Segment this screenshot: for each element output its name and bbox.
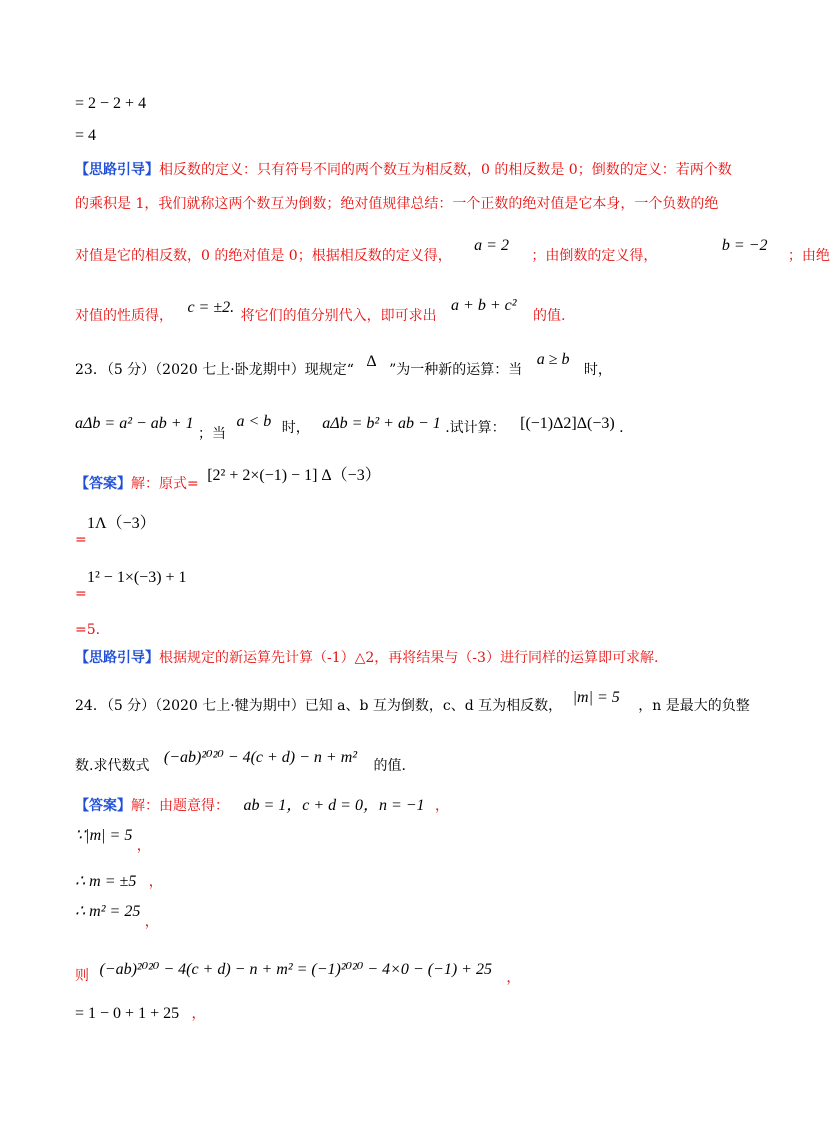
comma: ，	[506, 970, 521, 986]
question-text: 24．（5 分）（2020 七上·犍为期中）已知 a、b 互为倒数，c、d 互为相反数，	[75, 698, 563, 714]
comma: ，	[435, 798, 449, 814]
hint-label: 【思路引导】	[75, 162, 159, 178]
question-24-line-2	[75, 749, 740, 776]
answer-24-line-1	[75, 796, 740, 816]
comma: ，	[148, 874, 163, 890]
answer-24-line-3	[75, 872, 740, 892]
hint-text: ；由绝	[787, 248, 830, 264]
answer-24-line-6	[75, 1004, 740, 1024]
hint-text: 相反数的定义：只有符号不同的两个数互为相反数，0 的相反数是 0；倒数的定义：若两个数	[159, 162, 732, 178]
hint-paragraph-2: 的乘积是 1，我们就称这两个数互为倒数；绝对值规律总结：一个正数的绝对值是它本身，一个负数的绝	[75, 196, 719, 212]
question-text: ”为一种新的运算：当	[389, 362, 523, 378]
hint-label: 【思路引导】	[75, 650, 159, 666]
answer-text: 解：原式=	[131, 476, 199, 492]
answer-label: 【答案】	[75, 798, 131, 814]
hint-paragraph-23	[75, 648, 740, 668]
comma: ，	[144, 914, 159, 930]
math-therefore-m-squared: ∴ m² = 25	[75, 903, 141, 920]
question-text: 的值.	[373, 758, 406, 774]
then-label: 则	[75, 968, 89, 984]
equation-line-2: = 4	[75, 127, 97, 144]
math-c-pm2: c = ±2.	[187, 299, 235, 316]
comma: ，	[191, 1006, 206, 1022]
math-answer-23-step-1: [2² + 2×(−1) − 1] Δ（−3）	[207, 467, 381, 484]
question-23-line-2	[75, 413, 740, 442]
math-def-1: aΔb = a² − ab + 1	[75, 415, 194, 432]
question-24-line-1	[75, 689, 750, 716]
hint-text: 的值.	[533, 308, 566, 324]
math-substitution: (−ab)²⁰²⁰ − 4(c + d) − n + m² = (−1)²⁰²⁰ − 4×0 − (−1) + 25	[99, 961, 492, 978]
math-expression-24: (−ab)²⁰²⁰ − 4(c + d) − n + m²	[163, 749, 358, 766]
question-23-line-1	[75, 351, 740, 380]
answer-23-result: =5.	[75, 622, 101, 638]
math-def-2: aΔb = b² + ab − 1	[322, 415, 441, 432]
equation-line-1: = 2 − 2 + 4	[75, 95, 147, 112]
question-text: 23．（5 分）（2020 七上·卧龙期中）现规定“	[75, 362, 354, 378]
question-text: .	[619, 420, 624, 436]
equals-sign: =	[75, 532, 87, 548]
math-b-eq-neg2: b = −2	[721, 237, 768, 254]
math-answer-23-step-3: 1² − 1×(−3) + 1	[87, 569, 187, 586]
answer-text: 解：由题意得：	[131, 798, 229, 814]
answer-23-line-1	[75, 467, 740, 494]
equals-sign: =	[75, 586, 87, 602]
hint-text: 对值的性质得，	[75, 308, 173, 324]
math-answer-23-step-2: 1Λ（−3）	[87, 515, 156, 532]
math-a-b-c2: a + b + c²	[451, 297, 517, 314]
hint-paragraph-3	[75, 237, 830, 266]
question-text: ，n 是最大的负整	[638, 698, 750, 714]
math-because-abs-m: ∵|m| = 5	[75, 827, 133, 844]
math-simplification: = 1 − 0 + 1 + 25	[75, 1005, 180, 1022]
answer-24-line-5	[75, 960, 740, 986]
answer-24-line-2	[75, 826, 740, 854]
math-given-values: ab = 1，c + d = 0，n = −1	[243, 797, 425, 814]
hint-text: 根据规定的新运算先计算（-1）△2，再将结果与（-3）进行同样的运算即可求解.	[159, 650, 659, 666]
question-text: .试计算：	[445, 420, 506, 436]
math-expression-23: [(−1)Δ2]Δ(−3)	[520, 415, 615, 432]
math-a-ge-b: a ≥ b	[536, 351, 570, 368]
hint-paragraph-4	[75, 297, 740, 326]
hint-text: 将它们的值分别代入，即可求出	[240, 308, 437, 324]
question-text: 数.求代数式	[75, 758, 150, 774]
hint-text: ；由倒数的定义得，	[531, 248, 658, 264]
comma: ，	[136, 838, 151, 854]
delta-symbol: Δ	[366, 353, 377, 370]
math-therefore-m: ∴ m = ±5	[75, 873, 137, 890]
question-text: 时，	[281, 420, 310, 436]
hint-paragraph-1	[75, 160, 740, 180]
math-abs-m: |m| = 5	[572, 689, 620, 706]
hint-text: 对值是它的相反数，0 的绝对值是 0；根据相反数的定义得，	[75, 248, 452, 264]
answer-label: 【答案】	[75, 476, 131, 492]
math-a-eq-2: a = 2	[474, 237, 509, 254]
math-a-lt-b: a < b	[236, 413, 272, 430]
answer-24-line-4	[75, 902, 740, 930]
question-text: 时，	[583, 362, 612, 378]
question-text: ；当	[198, 426, 227, 442]
